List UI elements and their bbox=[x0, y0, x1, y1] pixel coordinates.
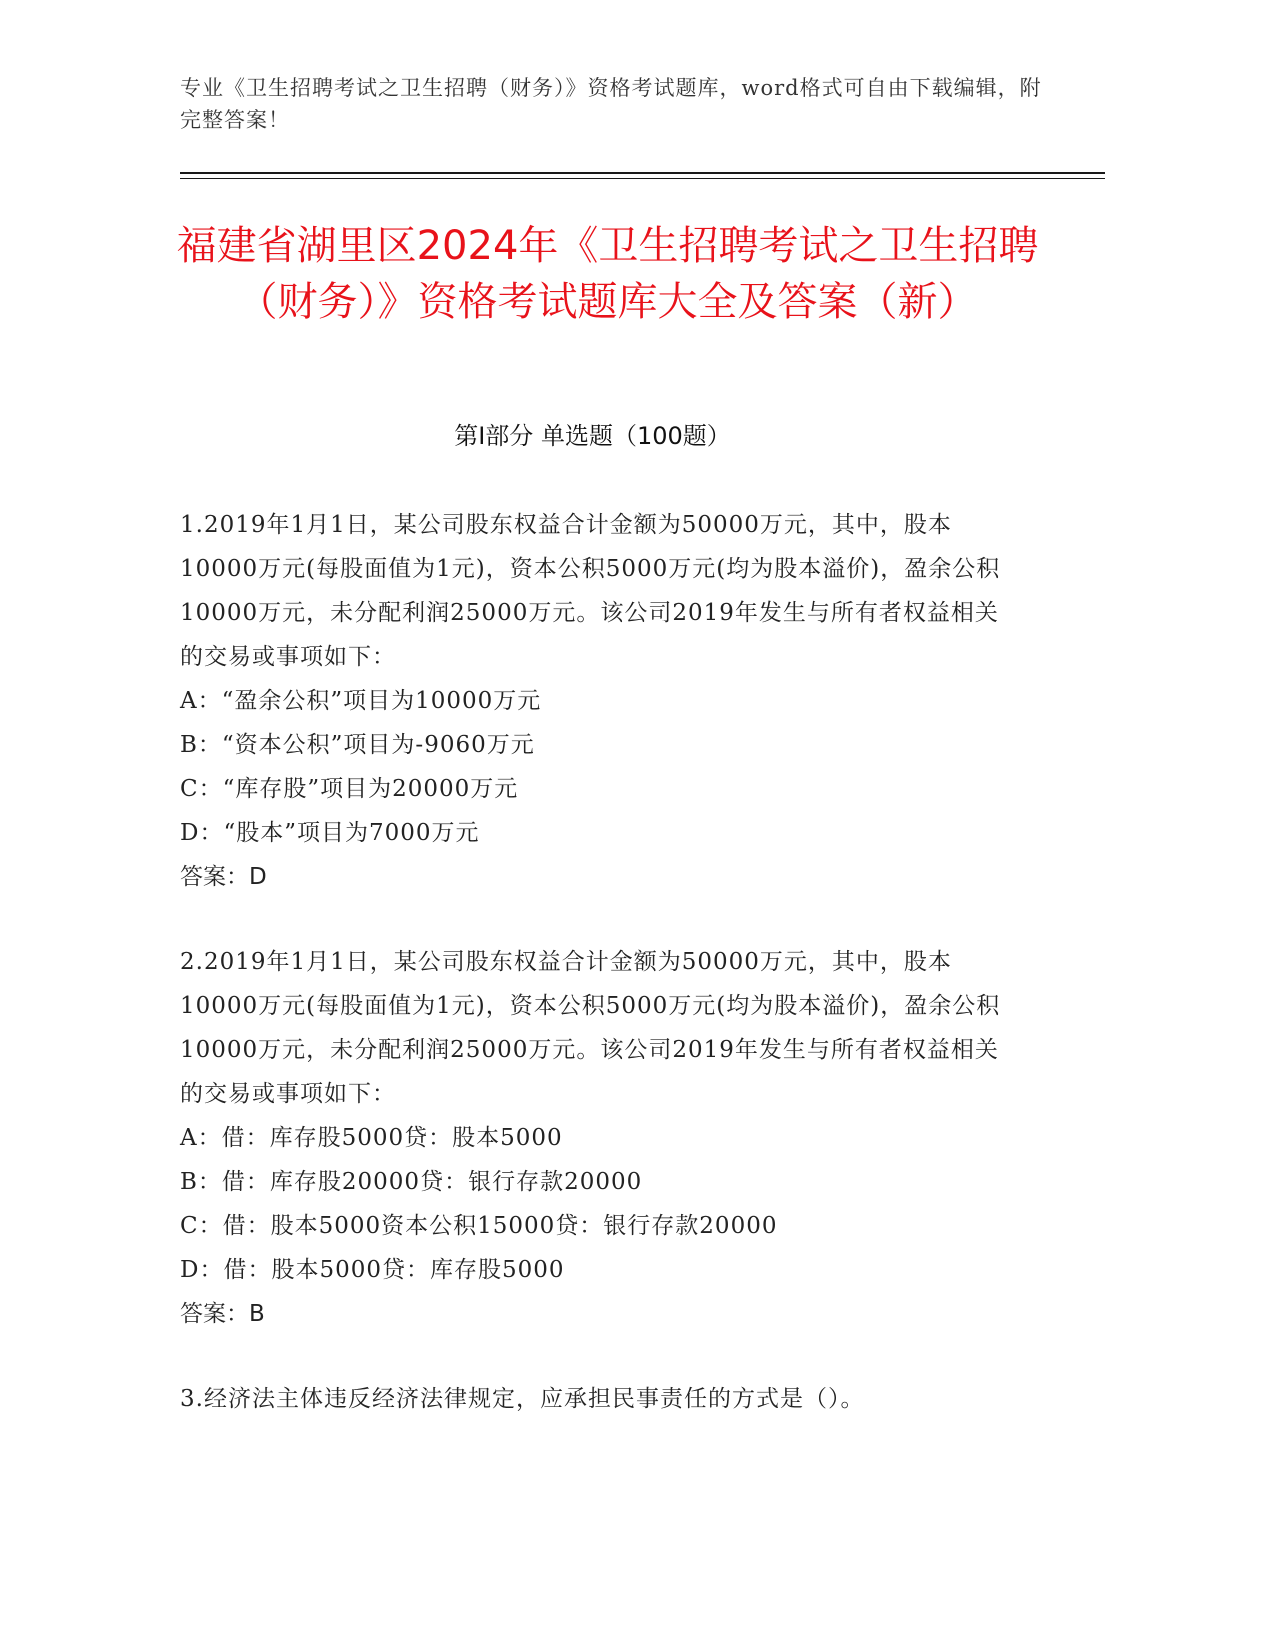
question-stem: 3.经济法主体违反经济法律规定，应承担民事责任的方式是（）。 bbox=[180, 1386, 865, 1412]
option-b: B：借：库存股20000贷：银行存款20000 bbox=[180, 1169, 643, 1195]
question-2 bbox=[180, 940, 1020, 1336]
section-title: 第I部分 单选题（100题） bbox=[454, 422, 731, 450]
question-list bbox=[180, 503, 1020, 1421]
option-d: D：“股本”项目为7000万元 bbox=[180, 820, 480, 846]
header-divider-thick bbox=[180, 172, 1105, 174]
question-1 bbox=[180, 503, 1020, 899]
header-divider-thin bbox=[180, 178, 1105, 179]
question-3 bbox=[180, 1377, 1020, 1421]
answer-label: 答案：D bbox=[180, 864, 267, 890]
question-stem: 1.2019年1月1日，某公司股东权益合计金额为50000万元，其中，股本10000万元(每股面值为1元)，资本公积5000万元(均为股本溢价)，盈余公积10000万元，未分配利润25000万元。该公司2019年发生与所有者权益相关的交易或事项如下： bbox=[180, 512, 1001, 670]
option-b: B：“资本公积”项目为-9060万元 bbox=[180, 732, 535, 758]
option-c: C：借：股本5000资本公积15000贷：银行存款20000 bbox=[180, 1213, 778, 1239]
option-a: A：“盈余公积”项目为10000万元 bbox=[180, 688, 542, 714]
option-c: C：“库存股”项目为20000万元 bbox=[180, 776, 519, 802]
document-title: 福建省湖里区2024年《卫生招聘考试之卫生招聘（财务）》资格考试题库大全及答案（新） bbox=[176, 223, 1039, 325]
option-list bbox=[180, 679, 1020, 855]
answer-label: 答案：B bbox=[180, 1301, 265, 1327]
question-stem: 2.2019年1月1日，某公司股东权益合计金额为50000万元，其中，股本10000万元(每股面值为1元)，资本公积5000万元(均为股本溢价)，盈余公积10000万元，未分配利润25000万元。该公司2019年发生与所有者权益相关的交易或事项如下： bbox=[180, 949, 1001, 1107]
header-note: 专业《卫生招聘考试之卫生招聘（财务）》资格考试题库，word格式可自由下载编辑，附完整答案！ bbox=[180, 76, 1042, 132]
option-d: D：借：股本5000贷：库存股5000 bbox=[180, 1257, 565, 1283]
option-a: A：借：库存股5000贷：股本5000 bbox=[180, 1125, 563, 1151]
option-list bbox=[180, 1116, 1020, 1292]
